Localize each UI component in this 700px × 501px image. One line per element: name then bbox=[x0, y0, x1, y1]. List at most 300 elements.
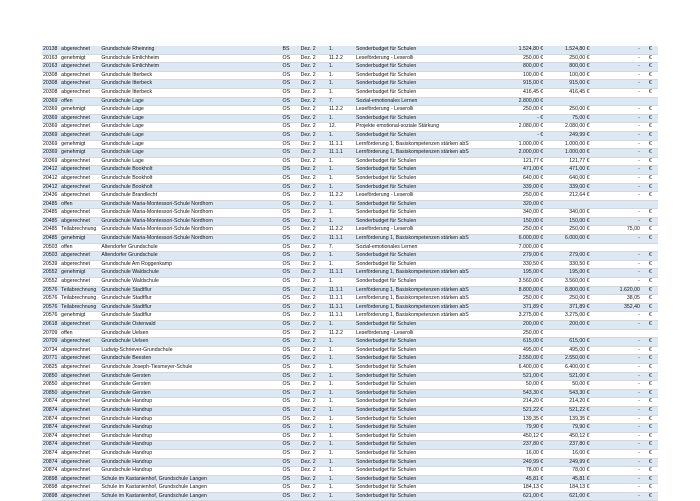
cell-status: abgerechnet bbox=[60, 372, 100, 381]
cell-code: 1. bbox=[328, 346, 355, 355]
cell-amount-requested: - € bbox=[498, 114, 544, 123]
cell-code: 1. bbox=[328, 389, 355, 398]
cell-type: OS bbox=[282, 269, 300, 278]
cell-status: abgerechnet bbox=[60, 192, 100, 201]
cell-amount-remaining: - bbox=[591, 260, 648, 269]
cell-amount-approved: 250,00 € bbox=[544, 106, 590, 115]
cell-id: 20576 bbox=[42, 303, 60, 312]
table-row bbox=[42, 174, 658, 183]
cell-type: OS bbox=[282, 432, 300, 441]
table-row bbox=[42, 484, 658, 493]
cell-department: Dez. 2 bbox=[300, 415, 328, 424]
cell-school: Grundschule Lage bbox=[100, 140, 281, 149]
cell-amount-remaining: - bbox=[591, 217, 648, 226]
cell-status: abgerechnet bbox=[60, 252, 100, 261]
table-row bbox=[42, 114, 658, 123]
cell-amount-requested: 100,00 € bbox=[498, 71, 544, 80]
cell-department: Dez. 2 bbox=[300, 183, 328, 192]
table-row bbox=[42, 449, 658, 458]
cell-type: OS bbox=[282, 449, 300, 458]
cell-status: Teilabrechnung bbox=[60, 303, 100, 312]
cell-amount-requested: 250,00 € bbox=[498, 226, 544, 235]
cell-amount-requested: 8.800,00 € bbox=[498, 286, 544, 295]
cell-currency: € bbox=[648, 295, 658, 304]
cell-department: Dez. 2 bbox=[300, 106, 328, 115]
cell-school: Grundschule Maria-Montessori-Schule Nordhorn bbox=[100, 226, 281, 235]
cell-school: Grundschule Itterbeck bbox=[100, 88, 281, 97]
cell-id: 20412 bbox=[42, 174, 60, 183]
cell-amount-requested: 200,00 € bbox=[498, 321, 544, 330]
cell-measure: Projekte emotional-soziale Stärkung bbox=[355, 123, 498, 132]
cell-amount-approved: 250,00 € bbox=[544, 54, 590, 63]
cell-amount-approved: 150,00 € bbox=[544, 217, 590, 226]
cell-measure: Sonderbudget für Schulen bbox=[355, 71, 498, 80]
cell-currency: € bbox=[648, 449, 658, 458]
cell-currency: € bbox=[648, 303, 658, 312]
cell-currency: € bbox=[648, 492, 658, 501]
cell-department: Dez. 2 bbox=[300, 372, 328, 381]
cell-measure: Sonderbudget für Schulen bbox=[355, 406, 498, 415]
cell-type: OS bbox=[282, 329, 300, 338]
cell-amount-approved: 195,00 € bbox=[544, 269, 590, 278]
cell-school: Grundschule Maria-Montessori-Schule Nordhorn bbox=[100, 200, 281, 209]
cell-currency: € bbox=[648, 321, 658, 330]
cell-id: 20874 bbox=[42, 458, 60, 467]
cell-school: Grundschule Joseph-Tiesmeyer-Schule bbox=[100, 363, 281, 372]
table-row bbox=[42, 269, 658, 278]
cell-type: OS bbox=[282, 252, 300, 261]
cell-id: 20898 bbox=[42, 484, 60, 493]
cell-measure: Sonderbudget für Schulen bbox=[355, 209, 498, 218]
cell-measure: Sonderbudget für Schulen bbox=[355, 321, 498, 330]
cell-measure: Sonderbudget für Schulen bbox=[355, 381, 498, 390]
cell-currency: € bbox=[648, 114, 658, 123]
cell-measure: Sozial-emotionales Lernen bbox=[355, 97, 498, 106]
cell-status: abgerechnet bbox=[60, 475, 100, 484]
cell-department: Dez. 2 bbox=[300, 252, 328, 261]
cell-department: Dez. 2 bbox=[300, 217, 328, 226]
table-row bbox=[42, 467, 658, 476]
cell-amount-remaining: - bbox=[591, 484, 648, 493]
cell-type: OS bbox=[282, 235, 300, 244]
cell-type: OS bbox=[282, 355, 300, 364]
cell-status: abgerechnet bbox=[60, 441, 100, 450]
cell-department: Dez. 2 bbox=[300, 406, 328, 415]
table-row bbox=[42, 260, 658, 269]
cell-status: offen bbox=[60, 329, 100, 338]
cell-department: Dez. 2 bbox=[300, 71, 328, 80]
cell-school: Grundschule Lage bbox=[100, 97, 281, 106]
cell-school: Grundschule Waldschule bbox=[100, 269, 281, 278]
table-row bbox=[42, 157, 658, 166]
cell-status: abgerechnet bbox=[60, 363, 100, 372]
cell-school: Grundschule Handrup bbox=[100, 467, 281, 476]
cell-amount-remaining: - bbox=[591, 183, 648, 192]
cell-amount-approved: 249,99 € bbox=[544, 131, 590, 140]
cell-measure: Sonderbudget für Schulen bbox=[355, 389, 498, 398]
table-row bbox=[42, 192, 658, 201]
cell-measure: Sonderbudget für Schulen bbox=[355, 183, 498, 192]
cell-amount-remaining: - bbox=[591, 192, 648, 201]
table-row bbox=[42, 329, 658, 338]
cell-department: Dez. 2 bbox=[300, 458, 328, 467]
cell-status: abgerechnet bbox=[60, 467, 100, 476]
cell-id: 20369 bbox=[42, 149, 60, 158]
cell-id: 20436 bbox=[42, 192, 60, 201]
cell-code: 1. bbox=[328, 114, 355, 123]
table-row bbox=[42, 492, 658, 501]
cell-amount-remaining: - bbox=[591, 346, 648, 355]
cell-amount-approved: 330,50 € bbox=[544, 260, 590, 269]
cell-status: abgerechnet bbox=[60, 424, 100, 433]
cell-measure: Sonderbudget für Schulen bbox=[355, 398, 498, 407]
cell-amount-approved: 121,77 € bbox=[544, 157, 590, 166]
cell-school: Grundschule Handrup bbox=[100, 424, 281, 433]
cell-type: OS bbox=[282, 303, 300, 312]
cell-amount-requested: 250,00 € bbox=[498, 295, 544, 304]
cell-amount-requested: 330,50 € bbox=[498, 260, 544, 269]
cell-school: Grundschule Uelsen bbox=[100, 338, 281, 347]
cell-amount-approved: 250,00 € bbox=[544, 226, 590, 235]
cell-department: Dez. 2 bbox=[300, 235, 328, 244]
cell-measure: Leseförderung - Leserolli bbox=[355, 106, 498, 115]
cell-department: Dez. 2 bbox=[300, 312, 328, 321]
cell-id: 20874 bbox=[42, 415, 60, 424]
cell-id: 20874 bbox=[42, 449, 60, 458]
cell-code: 1. bbox=[328, 166, 355, 175]
cell-currency: € bbox=[648, 54, 658, 63]
cell-status: abgerechnet bbox=[60, 321, 100, 330]
cell-amount-requested: 214,20 € bbox=[498, 398, 544, 407]
cell-type: OS bbox=[282, 321, 300, 330]
cell-measure: Leseförderung - Leserolli bbox=[355, 192, 498, 201]
cell-amount-approved: 279,00 € bbox=[544, 252, 590, 261]
cell-school: Grundschule Stadtflur bbox=[100, 295, 281, 304]
cell-school: Grundschule Lage bbox=[100, 114, 281, 123]
cell-amount-remaining bbox=[591, 200, 648, 209]
cell-amount-requested: 915,00 € bbox=[498, 80, 544, 89]
cell-amount-remaining: - bbox=[591, 398, 648, 407]
cell-code: 11.1.1 bbox=[328, 235, 355, 244]
cell-amount-approved: 640,00 € bbox=[544, 174, 590, 183]
cell-status: Teilabrechnung bbox=[60, 286, 100, 295]
cell-id: 20485 bbox=[42, 235, 60, 244]
cell-department: Dez. 2 bbox=[300, 329, 328, 338]
cell-type: OS bbox=[282, 381, 300, 390]
cell-measure: Sonderbudget für Schulen bbox=[355, 449, 498, 458]
cell-id: 20618 bbox=[42, 321, 60, 330]
cell-amount-approved: 8.800,00 € bbox=[544, 286, 590, 295]
cell-type: OS bbox=[282, 192, 300, 201]
cell-id: 20874 bbox=[42, 441, 60, 450]
cell-measure: Lernförderung 1, Basiskompetenzen stärken abS bbox=[355, 269, 498, 278]
cell-code: 11.2.2 bbox=[328, 106, 355, 115]
cell-currency: € bbox=[648, 226, 658, 235]
cell-department: Dez. 2 bbox=[300, 338, 328, 347]
cell-type: OS bbox=[282, 260, 300, 269]
cell-id: 20898 bbox=[42, 475, 60, 484]
cell-department: Dez. 2 bbox=[300, 88, 328, 97]
table-row bbox=[42, 106, 658, 115]
cell-measure: Leseförderung - Leserolli bbox=[355, 54, 498, 63]
cell-currency: € bbox=[648, 346, 658, 355]
cell-amount-remaining: - bbox=[591, 475, 648, 484]
cell-measure: Sozial-emotionales Lernen bbox=[355, 243, 498, 252]
cell-department: Dez. 2 bbox=[300, 174, 328, 183]
cell-amount-requested: 320,00 € bbox=[498, 200, 544, 209]
cell-school: Grundschule Handrup bbox=[100, 458, 281, 467]
cell-amount-approved: 416,45 € bbox=[544, 88, 590, 97]
cell-code: 1. bbox=[328, 321, 355, 330]
cell-type: OS bbox=[282, 492, 300, 501]
cell-id: 20485 bbox=[42, 217, 60, 226]
cell-code: 1. bbox=[328, 363, 355, 372]
cell-school: Grundschule Lage bbox=[100, 149, 281, 158]
cell-status: abgerechnet bbox=[60, 484, 100, 493]
cell-amount-remaining: - bbox=[591, 123, 648, 132]
cell-department: Dez. 2 bbox=[300, 209, 328, 218]
cell-code: 11.2.2 bbox=[328, 54, 355, 63]
cell-amount-requested: 471,00 € bbox=[498, 166, 544, 175]
cell-amount-approved bbox=[544, 329, 590, 338]
cell-amount-remaining: - bbox=[591, 278, 648, 287]
cell-code: 7. bbox=[328, 97, 355, 106]
cell-code: 1. bbox=[328, 80, 355, 89]
cell-id: 20369 bbox=[42, 97, 60, 106]
cell-school: Grundschule Stadtflur bbox=[100, 286, 281, 295]
cell-school: Grundschule Handrup bbox=[100, 398, 281, 407]
cell-measure: Lernförderung 1, Basiskompetenzen stärken abS bbox=[355, 303, 498, 312]
table-row bbox=[42, 209, 658, 218]
cell-code: 1. bbox=[328, 131, 355, 140]
cell-type: OS bbox=[282, 114, 300, 123]
cell-amount-requested: 621,00 € bbox=[498, 492, 544, 501]
cell-id: 20552 bbox=[42, 278, 60, 287]
cell-type: OS bbox=[282, 63, 300, 72]
table-row bbox=[42, 200, 658, 209]
cell-department: Dez. 2 bbox=[300, 398, 328, 407]
cell-amount-remaining: - bbox=[591, 54, 648, 63]
cell-measure: Sonderbudget für Schulen bbox=[355, 424, 498, 433]
cell-type: OS bbox=[282, 415, 300, 424]
cell-type: OS bbox=[282, 200, 300, 209]
table-row bbox=[42, 71, 658, 80]
cell-id: 20485 bbox=[42, 226, 60, 235]
cell-amount-approved: 249,99 € bbox=[544, 458, 590, 467]
cell-amount-approved: 495,00 € bbox=[544, 346, 590, 355]
cell-amount-requested: 615,00 € bbox=[498, 338, 544, 347]
cell-amount-approved: 78,00 € bbox=[544, 467, 590, 476]
cell-amount-approved: 45,81 € bbox=[544, 475, 590, 484]
cell-school: Grundschule Lage bbox=[100, 131, 281, 140]
cell-department: Dez. 2 bbox=[300, 149, 328, 158]
cell-amount-remaining: - bbox=[591, 174, 648, 183]
cell-id: 20874 bbox=[42, 424, 60, 433]
cell-amount-requested: 521,00 € bbox=[498, 372, 544, 381]
cell-department: Dez. 2 bbox=[300, 424, 328, 433]
cell-type: OS bbox=[282, 243, 300, 252]
cell-measure: Sonderbudget für Schulen bbox=[355, 475, 498, 484]
cell-id: 20369 bbox=[42, 131, 60, 140]
cell-code: 1. bbox=[328, 381, 355, 390]
cell-status: abgerechnet bbox=[60, 63, 100, 72]
cell-department: Dez. 2 bbox=[300, 295, 328, 304]
cell-status: abgerechnet bbox=[60, 80, 100, 89]
cell-department: Dez. 2 bbox=[300, 303, 328, 312]
cell-amount-remaining: - bbox=[591, 449, 648, 458]
cell-amount-requested: 640,00 € bbox=[498, 174, 544, 183]
table-row bbox=[42, 226, 658, 235]
cell-measure: Sonderbudget für Schulen bbox=[355, 200, 498, 209]
cell-school: Grundschule Itterbeck bbox=[100, 80, 281, 89]
cell-status: abgerechnet bbox=[60, 71, 100, 80]
cell-measure: Lernförderung 1, Basiskompetenzen stärken abS bbox=[355, 286, 498, 295]
cell-amount-requested: 78,00 € bbox=[498, 467, 544, 476]
cell-status: abgerechnet bbox=[60, 398, 100, 407]
cell-amount-requested: 250,00 € bbox=[498, 54, 544, 63]
cell-status: abgerechnet bbox=[60, 458, 100, 467]
cell-currency: € bbox=[648, 217, 658, 226]
cell-type: OS bbox=[282, 484, 300, 493]
cell-type: OS bbox=[282, 346, 300, 355]
cell-type: OS bbox=[282, 398, 300, 407]
cell-status: genehmigt bbox=[60, 269, 100, 278]
cell-status: abgerechnet bbox=[60, 449, 100, 458]
table-row bbox=[42, 149, 658, 158]
cell-amount-requested: 2.000,00 € bbox=[498, 149, 544, 158]
cell-department: Dez. 2 bbox=[300, 492, 328, 501]
cell-code: 1. bbox=[328, 432, 355, 441]
cell-currency: € bbox=[648, 415, 658, 424]
cell-amount-approved: 3.560,00 € bbox=[544, 278, 590, 287]
cell-id: 20503 bbox=[42, 243, 60, 252]
cell-school: Grundschule Rheinring bbox=[100, 46, 281, 54]
cell-type: OS bbox=[282, 286, 300, 295]
cell-department: Dez. 2 bbox=[300, 381, 328, 390]
cell-status: genehmigt bbox=[60, 106, 100, 115]
cell-currency: € bbox=[648, 235, 658, 244]
cell-department: Dez. 2 bbox=[300, 54, 328, 63]
table-row bbox=[42, 295, 658, 304]
cell-amount-approved: 212,64 € bbox=[544, 192, 590, 201]
cell-department: Dez. 2 bbox=[300, 260, 328, 269]
cell-department: Dez. 2 bbox=[300, 140, 328, 149]
cell-amount-remaining: - bbox=[591, 106, 648, 115]
cell-amount-approved: 371,89 € bbox=[544, 303, 590, 312]
cell-amount-remaining: - bbox=[591, 157, 648, 166]
cell-currency: € bbox=[648, 355, 658, 364]
cell-department: Dez. 2 bbox=[300, 269, 328, 278]
cell-amount-remaining: - bbox=[591, 458, 648, 467]
table-row bbox=[42, 415, 658, 424]
cell-code: 11.2.2 bbox=[328, 226, 355, 235]
cell-code: 1. bbox=[328, 467, 355, 476]
cell-currency: € bbox=[648, 406, 658, 415]
cell-status: abgerechnet bbox=[60, 123, 100, 132]
cell-code: 1. bbox=[328, 449, 355, 458]
cell-type: OS bbox=[282, 71, 300, 80]
cell-type: OS bbox=[282, 174, 300, 183]
cell-amount-requested: - € bbox=[498, 131, 544, 140]
table-row bbox=[42, 166, 658, 175]
cell-id: 20825 bbox=[42, 363, 60, 372]
cell-id: 20709 bbox=[42, 329, 60, 338]
cell-department: Dez. 2 bbox=[300, 467, 328, 476]
cell-amount-remaining: - bbox=[591, 312, 648, 321]
cell-measure: Sonderbudget für Schulen bbox=[355, 432, 498, 441]
cell-amount-approved: 2.080,00 € bbox=[544, 123, 590, 132]
cell-status: abgerechnet bbox=[60, 157, 100, 166]
cell-code: 11.2.2 bbox=[328, 329, 355, 338]
cell-measure: Sonderbudget für Schulen bbox=[355, 157, 498, 166]
cell-currency: € bbox=[648, 149, 658, 158]
cell-amount-requested: 250,00 € bbox=[498, 106, 544, 115]
cell-measure: Sonderbudget für Schulen bbox=[355, 260, 498, 269]
cell-amount-remaining: - bbox=[591, 235, 648, 244]
cell-amount-remaining: - bbox=[591, 46, 648, 54]
cell-status: Teilabrechnung bbox=[60, 226, 100, 235]
cell-id: 20485 bbox=[42, 209, 60, 218]
table-row bbox=[42, 54, 658, 63]
cell-code: 12. bbox=[328, 123, 355, 132]
cell-currency: € bbox=[648, 398, 658, 407]
cell-department: Dez. 2 bbox=[300, 123, 328, 132]
cell-amount-remaining: - bbox=[591, 321, 648, 330]
cell-department: Dez. 2 bbox=[300, 200, 328, 209]
cell-amount-approved: 184,13 € bbox=[544, 484, 590, 493]
table-row bbox=[42, 312, 658, 321]
cell-department: Dez. 2 bbox=[300, 475, 328, 484]
cell-currency: € bbox=[648, 80, 658, 89]
cell-amount-approved: 1.000,00 € bbox=[544, 140, 590, 149]
cell-type: OS bbox=[282, 183, 300, 192]
cell-measure: Lernförderung 1, Basiskompetenzen stärken abS bbox=[355, 149, 498, 158]
cell-type: OS bbox=[282, 209, 300, 218]
cell-currency: € bbox=[648, 183, 658, 192]
cell-currency: € bbox=[648, 140, 658, 149]
cell-amount-requested: 3.560,00 € bbox=[498, 278, 544, 287]
cell-amount-requested: 1.524,80 € bbox=[498, 46, 544, 54]
cell-measure: Sonderbudget für Schulen bbox=[355, 217, 498, 226]
cell-id: 20552 bbox=[42, 269, 60, 278]
cell-type: OS bbox=[282, 106, 300, 115]
cell-currency: € bbox=[648, 389, 658, 398]
cell-school: Grundschule Brandlecht bbox=[100, 192, 281, 201]
cell-measure: Sonderbudget für Schulen bbox=[355, 166, 498, 175]
cell-code: 1. bbox=[328, 415, 355, 424]
cell-type: OS bbox=[282, 406, 300, 415]
cell-code: 11.1.1 bbox=[328, 149, 355, 158]
cell-type: OS bbox=[282, 312, 300, 321]
cell-amount-requested: 250,00 € bbox=[498, 329, 544, 338]
table-row bbox=[42, 80, 658, 89]
cell-amount-remaining: - bbox=[591, 80, 648, 89]
cell-id: 20138 bbox=[42, 46, 60, 54]
cell-measure: Sonderbudget für Schulen bbox=[355, 372, 498, 381]
cell-amount-approved: 3.275,00 € bbox=[544, 312, 590, 321]
table-row bbox=[42, 97, 658, 106]
cell-code: 1. bbox=[328, 88, 355, 97]
cell-department: Dez. 2 bbox=[300, 46, 328, 54]
cell-type: OS bbox=[282, 475, 300, 484]
cell-code: 11.1.1 bbox=[328, 295, 355, 304]
cell-amount-requested: 7.000,00 € bbox=[498, 243, 544, 252]
cell-amount-requested: 121,77 € bbox=[498, 157, 544, 166]
cell-currency: € bbox=[648, 192, 658, 201]
spreadsheet bbox=[42, 46, 658, 501]
cell-status: abgerechnet bbox=[60, 355, 100, 364]
cell-type: OS bbox=[282, 458, 300, 467]
